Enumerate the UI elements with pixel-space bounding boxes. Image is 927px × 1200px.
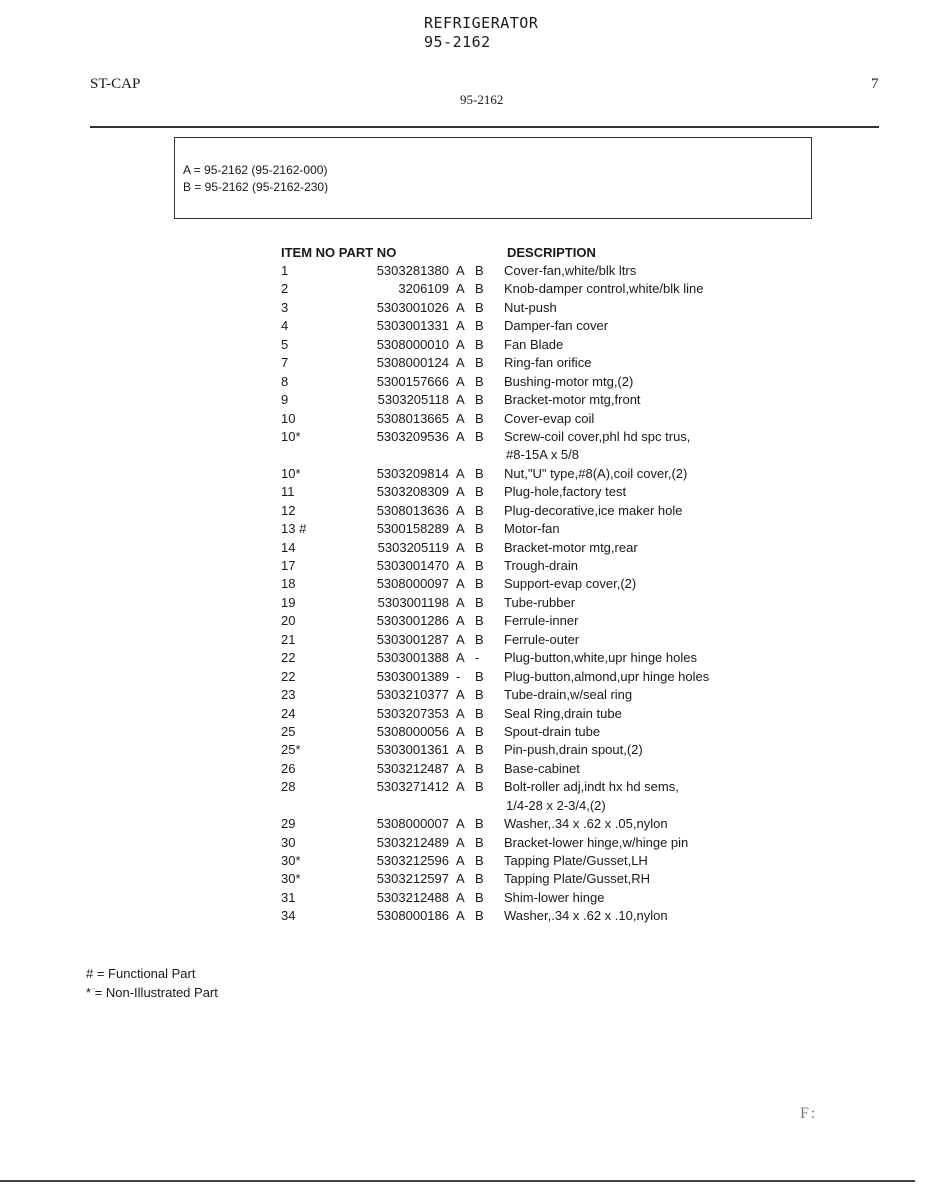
- item-number: 13 #: [281, 521, 307, 537]
- part-number: 5308000056: [376, 723, 449, 739]
- item-number: 11: [281, 484, 295, 500]
- part-description: Nut-push: [504, 299, 557, 315]
- part-number: 5303207353: [376, 705, 449, 721]
- model-b-flag: B: [475, 558, 484, 574]
- item-number: 28: [281, 779, 296, 795]
- part-number: 5308013636: [376, 502, 449, 518]
- part-number: 5300158289: [376, 521, 449, 537]
- model-b-flag: B: [475, 484, 484, 500]
- item-number: 9: [281, 392, 289, 408]
- item-number: 19: [281, 594, 296, 610]
- part-description: Ring-fan orifice: [504, 355, 592, 371]
- table-row: [0, 742, 927, 760]
- model-a-flag: A: [456, 336, 465, 352]
- page-number: 7: [871, 76, 879, 92]
- model-a-flag: A: [456, 705, 465, 721]
- table-row: [0, 521, 927, 539]
- item-number: 5: [281, 336, 289, 352]
- item-number: 30*: [281, 871, 301, 887]
- table-row: [0, 281, 927, 299]
- table-row: [0, 871, 927, 889]
- model-legend-box: [174, 137, 812, 219]
- part-number: 5303205118: [377, 392, 449, 408]
- model-b-flag: B: [475, 687, 484, 703]
- part-number: 5303212487: [376, 760, 449, 776]
- part-description: Motor-fan: [504, 521, 560, 537]
- model-a-flag: A: [456, 558, 465, 574]
- model-a-flag: A: [456, 318, 465, 334]
- item-number: 30: [281, 834, 296, 850]
- column-header-description: DESCRIPTION: [507, 245, 596, 260]
- model-b-flag: B: [475, 834, 484, 850]
- table-row: [0, 890, 927, 908]
- table-row: [0, 706, 927, 724]
- item-number: 25: [281, 723, 296, 739]
- model-b-flag: -: [475, 650, 480, 666]
- model-a-flag: A: [456, 816, 465, 832]
- model-a-flag: A: [456, 484, 465, 500]
- part-number: 5308013665: [376, 410, 449, 426]
- part-number: 5303212597: [376, 871, 449, 887]
- model-b-flag: B: [475, 263, 484, 278]
- part-number: 5300157666: [376, 373, 449, 389]
- document-title: [424, 14, 538, 52]
- model-a-flag: A: [456, 723, 465, 739]
- item-number: 30*: [281, 853, 301, 869]
- item-number: 14: [281, 539, 296, 555]
- model-a-flag: A: [456, 760, 465, 776]
- part-number: 5303271412: [376, 779, 449, 795]
- model-b-flag: B: [475, 318, 484, 334]
- item-number: 21: [281, 631, 296, 647]
- model-b-flag: B: [475, 594, 484, 610]
- table-row: [0, 337, 927, 355]
- item-number: 10*: [281, 428, 301, 444]
- item-number: 3: [281, 299, 289, 315]
- table-row: [0, 466, 927, 484]
- model-b-flag: B: [475, 336, 484, 352]
- table-row: [0, 595, 927, 613]
- section-code: ST-CAP: [90, 76, 141, 92]
- model-a-flag: A: [456, 465, 465, 481]
- model-a-flag: A: [456, 650, 465, 666]
- model-b-flag: B: [475, 355, 484, 371]
- part-number: 5303001287: [376, 631, 449, 647]
- part-description: Base-cabinet: [504, 760, 580, 776]
- item-number: 29: [281, 816, 296, 832]
- item-number: 1: [281, 263, 289, 278]
- part-description: Screw-coil cover,phl hd spc trus,: [504, 428, 691, 444]
- model-b-flag: B: [475, 281, 484, 297]
- model-b-flag: B: [475, 723, 484, 739]
- part-number: 5308000186: [376, 908, 449, 924]
- model-number: 95-2162: [460, 92, 504, 107]
- legend-line-a: A = 95-2162 (95-2162-000): [183, 163, 328, 177]
- part-description: Damper-fan cover: [504, 318, 609, 334]
- model-a-flag: A: [456, 355, 465, 371]
- table-row: [0, 761, 927, 779]
- table-row: [0, 263, 927, 281]
- table-row: [0, 558, 927, 576]
- part-description: Shim-lower hinge: [504, 889, 605, 905]
- table-row: [0, 908, 927, 926]
- note-functional-part: # = Functional Part: [86, 966, 196, 981]
- part-description: Tube-rubber: [504, 594, 576, 610]
- part-description: Washer,.34 x .62 x .10,nylon: [504, 908, 668, 924]
- model-b-flag: B: [475, 465, 484, 481]
- part-number: 5303210377: [376, 687, 449, 703]
- model-b-flag: B: [475, 410, 484, 426]
- model-b-flag: B: [475, 779, 484, 795]
- item-number: 34: [281, 908, 296, 924]
- part-description: Nut,"U" type,#8(A),coil cover,(2): [504, 465, 688, 481]
- part-description: Bracket-motor mtg,rear: [504, 539, 638, 555]
- table-row: [0, 835, 927, 853]
- part-number: 3206109: [398, 281, 449, 297]
- title-line-1: REFRIGERATOR: [424, 14, 539, 32]
- part-number: 5303209814: [376, 465, 449, 481]
- model-b-flag: B: [475, 576, 484, 592]
- model-b-flag: B: [475, 613, 484, 629]
- part-description: Support-evap cover,(2): [504, 576, 637, 592]
- part-number: 5308000097: [376, 576, 449, 592]
- model-b-flag: B: [475, 742, 484, 758]
- item-number: 22: [281, 668, 296, 684]
- table-row: [0, 632, 927, 650]
- model-b-flag: B: [475, 428, 484, 444]
- part-description: Ferrule-outer: [504, 631, 580, 647]
- item-number: 12: [281, 502, 296, 518]
- table-row: [0, 429, 927, 466]
- handwritten-mark: F:: [800, 1105, 818, 1122]
- model-b-flag: B: [475, 521, 484, 537]
- part-number: 5308000007: [376, 816, 449, 832]
- model-a-flag: A: [456, 281, 465, 297]
- table-row: [0, 687, 927, 705]
- model-a-flag: A: [456, 631, 465, 647]
- part-description: Cover-fan,white/blk ltrs: [504, 263, 637, 278]
- model-a-flag: A: [456, 594, 465, 610]
- table-row: [0, 650, 927, 668]
- model-b-flag: B: [475, 631, 484, 647]
- model-b-flag: B: [475, 373, 484, 389]
- model-a-flag: A: [456, 853, 465, 869]
- footer-divider: [0, 1180, 915, 1182]
- part-description: Bushing-motor mtg,(2): [504, 373, 634, 389]
- table-row: [0, 318, 927, 336]
- part-description: Fan Blade: [504, 336, 564, 352]
- note-non-illustrated-part: * = Non-Illustrated Part: [86, 985, 218, 1000]
- model-a-flag: A: [456, 742, 465, 758]
- title-line-2: 95-2162: [424, 33, 491, 51]
- part-number: 5303205119: [377, 539, 449, 555]
- part-number: 5308000124: [376, 355, 449, 371]
- model-b-flag: B: [475, 299, 484, 315]
- table-row: [0, 540, 927, 558]
- part-description: Tapping Plate/Gusset,RH: [504, 871, 650, 887]
- item-number: 25*: [281, 742, 301, 758]
- part-description: Plug-button,almond,upr hinge holes: [504, 668, 710, 684]
- part-description: Bolt-roller adj,indt hx hd sems,: [504, 779, 679, 795]
- model-a-flag: A: [456, 299, 465, 315]
- table-row: [0, 669, 927, 687]
- part-description: Spout-drain tube: [504, 723, 601, 739]
- item-number: 17: [281, 558, 296, 574]
- model-a-flag: A: [456, 392, 465, 408]
- part-description: Plug-button,white,upr hinge holes: [504, 650, 697, 666]
- model-a-flag: A: [456, 576, 465, 592]
- model-b-flag: B: [475, 668, 484, 684]
- model-b-flag: B: [475, 908, 484, 924]
- model-a-flag: A: [456, 521, 465, 537]
- item-number: 4: [281, 318, 289, 334]
- model-a-flag: A: [456, 889, 465, 905]
- part-description: Trough-drain: [504, 558, 578, 574]
- model-a-flag: A: [456, 428, 465, 444]
- part-description: Plug-decorative,ice maker hole: [504, 502, 683, 518]
- part-description: Seal Ring,drain tube: [504, 705, 622, 721]
- item-number: 24: [281, 705, 296, 721]
- model-a-flag: A: [456, 539, 465, 555]
- part-number: 5303281380: [376, 263, 449, 278]
- table-row: [0, 411, 927, 429]
- table-row: [0, 779, 927, 816]
- part-number: 5303001026: [376, 299, 449, 315]
- item-number: 7: [281, 355, 289, 371]
- model-b-flag: B: [475, 816, 484, 832]
- part-description: Tube-drain,w/seal ring: [504, 687, 633, 703]
- part-description: Bracket-lower hinge,w/hinge pin: [504, 834, 689, 850]
- model-b-flag: B: [475, 760, 484, 776]
- part-description: Knob-damper control,white/blk line: [504, 281, 704, 297]
- part-description: Cover-evap coil: [504, 410, 595, 426]
- legend-line-b: B = 95-2162 (95-2162-230): [183, 180, 329, 194]
- column-header-item-part: ITEM NO PART NO: [281, 245, 397, 260]
- table-row: [0, 392, 927, 410]
- item-number: 18: [281, 576, 296, 592]
- part-number: 5303001389: [376, 668, 449, 684]
- table-row: [0, 355, 927, 373]
- model-a-flag: A: [456, 687, 465, 703]
- part-number: 5303001286: [376, 613, 449, 629]
- part-number: 5303212489: [376, 834, 449, 850]
- part-number: 5303001361: [376, 742, 449, 758]
- part-description: Bracket-motor mtg,front: [504, 392, 641, 408]
- model-a-flag: A: [456, 373, 465, 389]
- item-number: 23: [281, 687, 296, 703]
- item-number: 2: [281, 281, 289, 297]
- item-number: 31: [281, 889, 296, 905]
- model-a-flag: A: [456, 502, 465, 518]
- part-description: Plug-hole,factory test: [504, 484, 627, 500]
- model-a-flag: A: [456, 779, 465, 795]
- item-number: 10: [281, 410, 296, 426]
- item-number: 22: [281, 650, 296, 666]
- part-number: 5303208309: [376, 484, 449, 500]
- model-b-flag: B: [475, 392, 484, 408]
- part-number: 5303212596: [376, 853, 449, 869]
- model-a-flag: -: [456, 668, 461, 684]
- part-number: 5303209536: [376, 428, 449, 444]
- item-number: 10*: [281, 465, 301, 481]
- item-number: 26: [281, 760, 296, 776]
- model-b-flag: B: [475, 889, 484, 905]
- header-divider: [90, 126, 879, 128]
- part-number: 5303001388: [376, 650, 449, 666]
- table-row: [0, 724, 927, 742]
- part-description: Tapping Plate/Gusset,LH: [504, 853, 648, 869]
- item-number: 8: [281, 373, 289, 389]
- model-a-flag: A: [456, 871, 465, 887]
- part-description: Pin-push,drain spout,(2): [504, 742, 643, 758]
- table-row: [0, 613, 927, 631]
- table-row: [0, 576, 927, 594]
- table-row: [0, 853, 927, 871]
- model-b-flag: B: [475, 853, 484, 869]
- part-number: 5303001331: [376, 318, 449, 334]
- part-description-continued: #8-15A x 5/8: [506, 447, 579, 463]
- table-row: [0, 816, 927, 834]
- part-description: Washer,.34 x .62 x .05,nylon: [504, 816, 668, 832]
- model-a-flag: A: [456, 410, 465, 426]
- item-number: 20: [281, 613, 296, 629]
- model-b-flag: B: [475, 539, 484, 555]
- model-a-flag: A: [456, 263, 465, 278]
- model-b-flag: B: [475, 705, 484, 721]
- part-number: 5303001198: [377, 594, 449, 610]
- part-description-continued: 1/4-28 x 2-3/4,(2): [506, 797, 606, 813]
- table-row: [0, 374, 927, 392]
- model-a-flag: A: [456, 613, 465, 629]
- model-b-flag: B: [475, 871, 484, 887]
- part-description: Ferrule-inner: [504, 613, 579, 629]
- table-row: [0, 503, 927, 521]
- table-row: [0, 300, 927, 318]
- table-row: [0, 484, 927, 502]
- model-b-flag: B: [475, 502, 484, 518]
- parts-list: [0, 263, 927, 927]
- part-number: 5303212488: [376, 889, 449, 905]
- model-a-flag: A: [456, 834, 465, 850]
- model-a-flag: A: [456, 908, 465, 924]
- part-number: 5308000010: [376, 336, 449, 352]
- part-number: 5303001470: [376, 558, 449, 574]
